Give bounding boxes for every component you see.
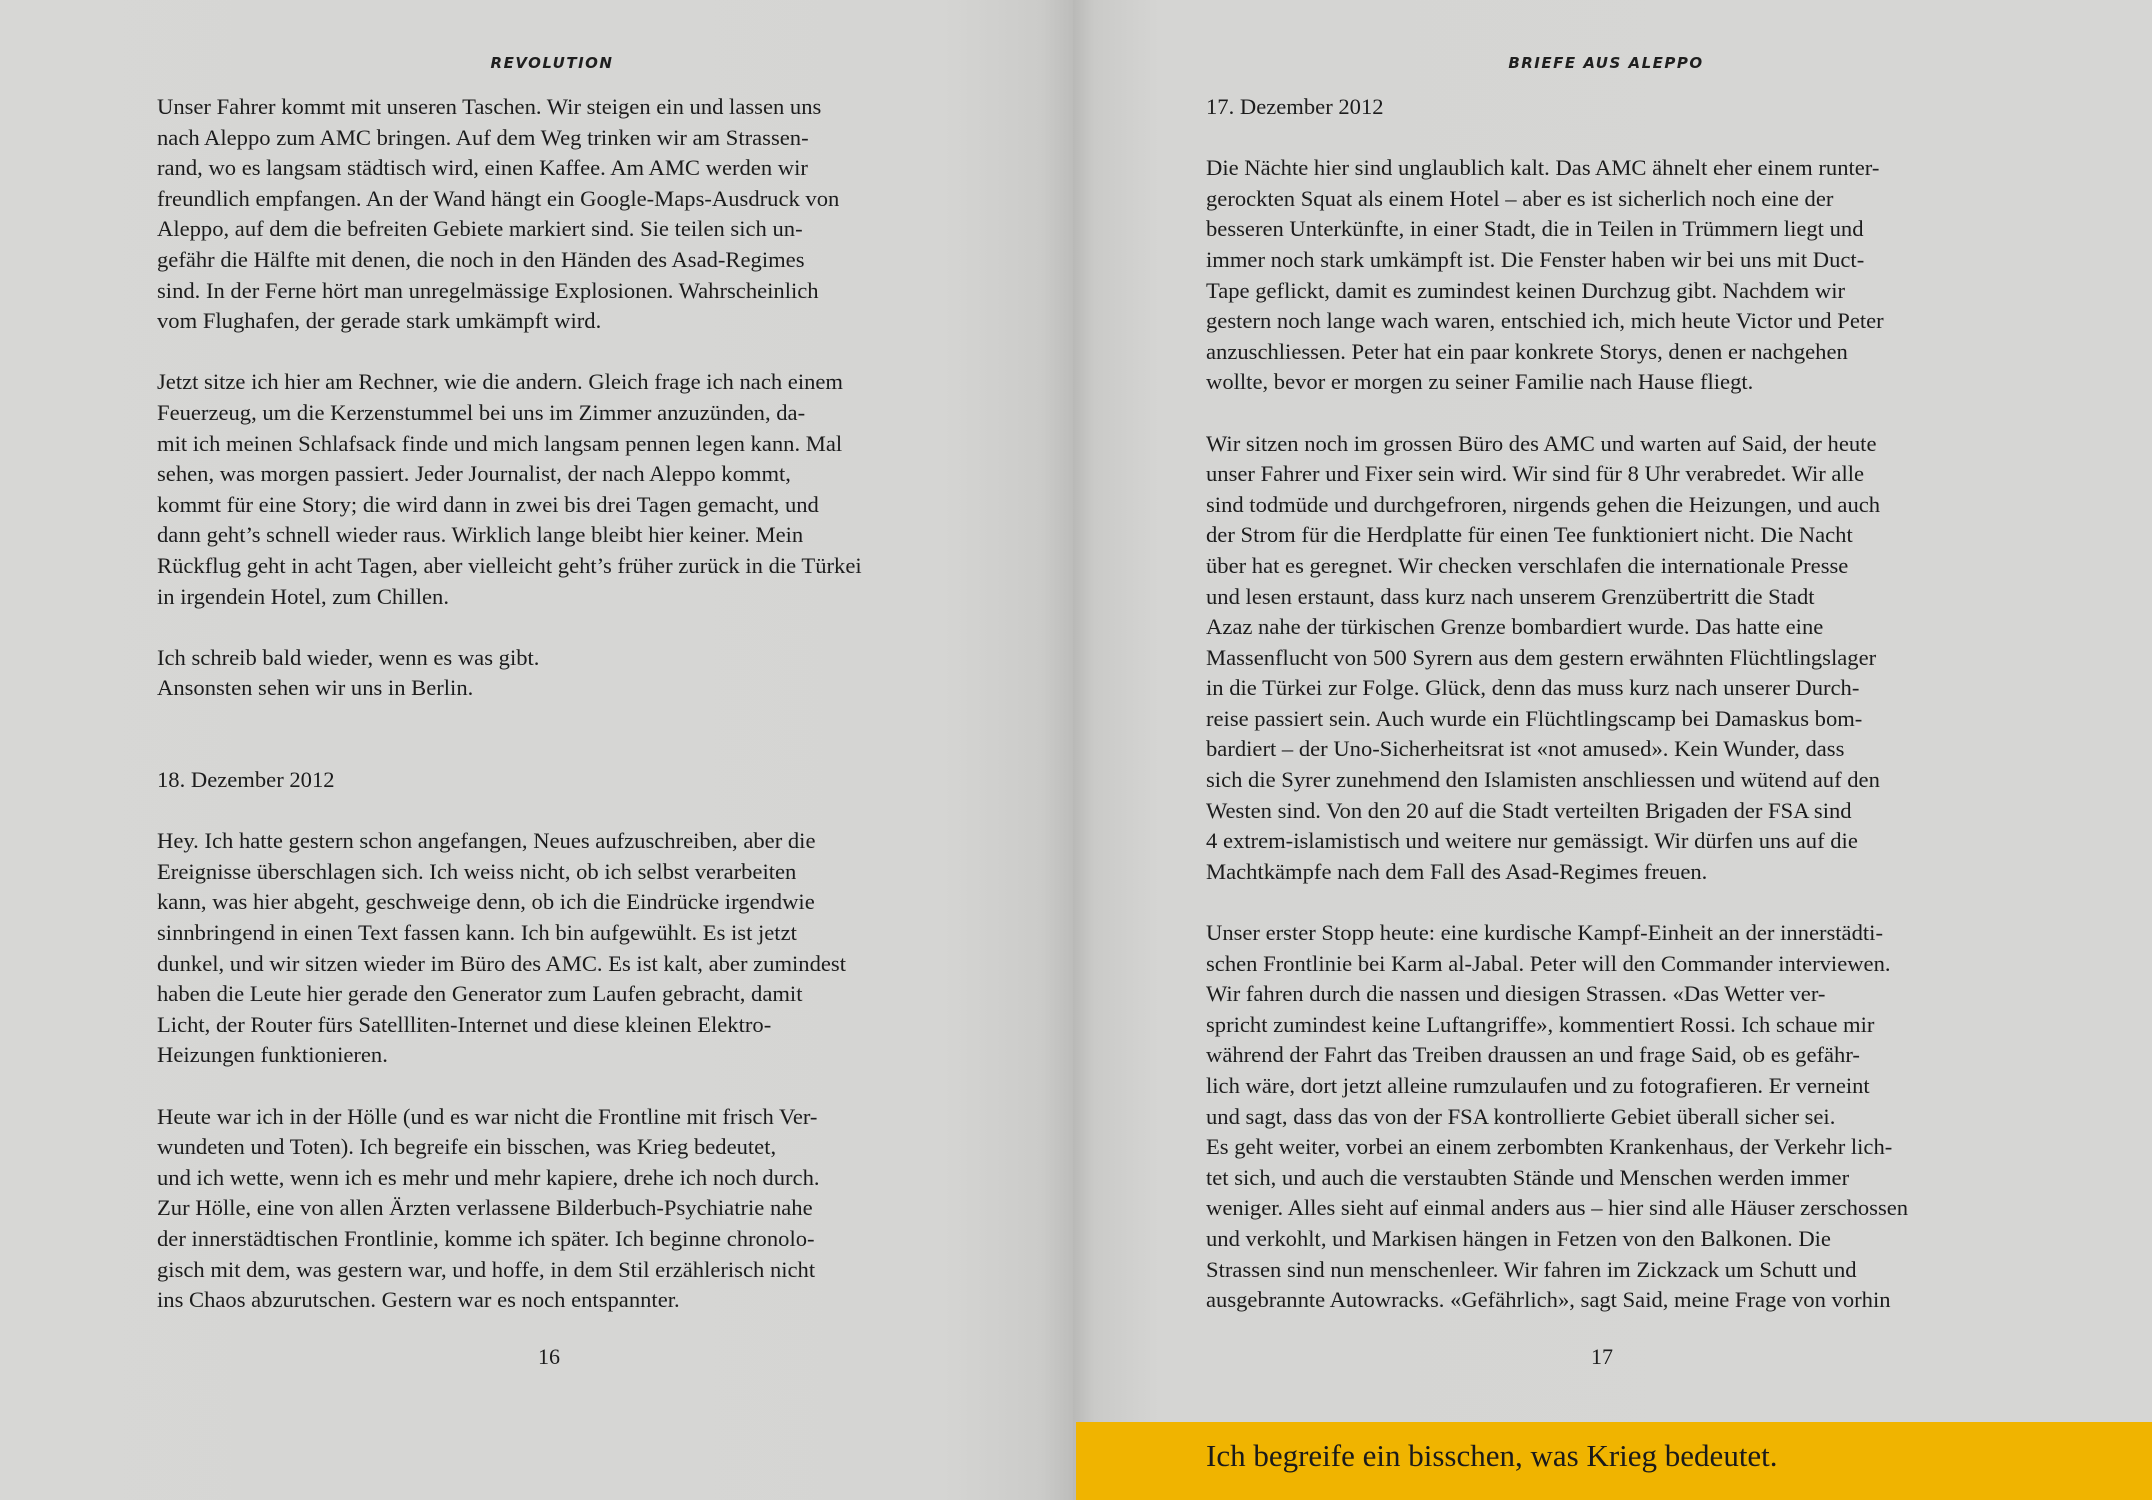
text-line: tet sich, und auch die verstaubten Stände und Menschen werden immer (1206, 1164, 1850, 1190)
text-line: über hat es geregnet. Wir checken verschlafen die internationale Presse (1206, 552, 1849, 578)
text-line: nach Aleppo zum AMC bringen. Auf dem Weg trinken wir am Strassen- (157, 124, 809, 150)
paragraph (157, 92, 957, 337)
pull-quote-text: Ich begreife ein bisschen, was Krieg bedeutet. (1206, 1438, 1778, 1473)
running-head-right: BRIEFE AUS ALEPPO (1508, 54, 1704, 72)
spacer (157, 734, 957, 765)
text-line: Aleppo, auf dem die befreiten Gebiete markiert sind. Sie teilen sich un- (157, 216, 803, 242)
text-line: Ich schreib bald wieder, wenn es was gibt. (157, 644, 540, 670)
text-line: Zur Hölle, eine von allen Ärzten verlassene Bilderbuch-Psychiatrie nahe (157, 1195, 813, 1221)
text-line: weniger. Alles sieht auf einmal anders aus – hier sind alle Häuser zerschossen (1206, 1195, 1909, 1221)
text-line: der innerstädtischen Frontlinie, komme ich später. Ich beginne chronolo- (157, 1225, 815, 1251)
text-line: wundeten und Toten). Ich begreife ein bisschen, was Krieg bedeutet, (157, 1134, 777, 1160)
text-line: und verkohlt, und Markisen hängen in Fetzen von den Balkonen. Die (1206, 1225, 1831, 1251)
text-line: sinnbringend in einen Text fassen kann. Ich bin aufgewühlt. Es ist jetzt (157, 920, 797, 946)
paragraph (157, 1102, 957, 1316)
text-line: Massenflucht von 500 Syrern aus dem gestern erwähnten Flüchtlingslager (1206, 644, 1877, 670)
text-line: Licht, der Router fürs Satellliten-Internet und diese kleinen Elektro- (157, 1011, 772, 1037)
text-line: Strassen sind nun menschenleer. Wir fahren im Zickzack um Schutt und (1206, 1256, 1857, 1282)
text-line: Tape geflickt, damit es zumindest keinen Durchzug gibt. Nachdem wir (1206, 277, 1846, 303)
text-line: Heute war ich in der Hölle (und es war nicht die Frontline mit frisch Ver- (157, 1103, 818, 1129)
text-line: in irgendein Hotel, zum Chillen. (157, 583, 449, 609)
text-line: spricht zumindest keine Luftangriffe», kommentiert Rossi. Ich schaue mir (1206, 1011, 1875, 1037)
text-line: Unser Fahrer kommt mit unseren Taschen. Wir steigen ein und lassen uns (157, 94, 822, 119)
text-line: lich wäre, dort jetzt alleine rumzulaufen und zu fotografieren. Er verneint (1206, 1073, 1870, 1098)
text-line: gisch mit dem, was gestern war, und hoffe, in dem Stil erzählerisch nicht (157, 1256, 816, 1282)
text-line: vom Flughafen, der gerade stark umkämpft wird. (157, 308, 602, 334)
text-line: kommt für eine Story; die wird dann in zwei bis drei Tagen gemacht, und (157, 491, 819, 517)
text-line: Rückflug geht in acht Tagen, aber vielleicht geht’s früher zurück in die Türkei (157, 552, 862, 578)
text-line: gefähr die Hälfte mit denen, die noch in den Händen des Asad-Regimes (157, 246, 805, 272)
text-line: wollte, bevor er morgen zu seiner Familie nach Hause fliegt. (1206, 369, 1754, 395)
text-line: während der Fahrt das Treiben draussen an und frage Said, ob es gefähr- (1206, 1042, 1860, 1068)
text-line: Feuerzeug, um die Kerzenstummel bei uns im Zimmer anzuzünden, da- (157, 399, 806, 425)
text-line: mit ich meinen Schlafsack finde und mich langsam pennen legen kann. Mal (157, 430, 843, 456)
running-head-left: REVOLUTION (490, 54, 614, 72)
text-line: dunkel, und wir sitzen wieder im Büro des AMC. Es ist kalt, aber zumindest (157, 950, 846, 976)
text-line: und sagt, dass das von der FSA kontrollierte Gebiet überall sicher sei. (1206, 1103, 1836, 1129)
text-line: 4 extrem-islamistisch und weitere nur gemässigt. Wir dürfen uns auf die (1206, 828, 1858, 854)
left-text-block (157, 92, 957, 1346)
text-line: Heizungen funktionieren. (157, 1042, 388, 1068)
paragraph (1206, 918, 2006, 1316)
text-line: Unser erster Stopp heute: eine kurdische Kampf-Einheit an der innerstädti- (1206, 920, 1883, 946)
text-line: sind todmüde und durchgefroren, nirgends gehen die Heizungen, und auch (1206, 491, 1881, 517)
text-line: immer noch stark umkämpft ist. Die Fenster haben wir bei uns mit Duct- (1206, 246, 1865, 272)
right-text-block (1206, 92, 2006, 1346)
pull-quote-bar (1076, 1422, 2152, 1500)
entry-date: 17. Dezember 2012 (1206, 94, 1384, 119)
text-line: gestern noch lange wach waren, entschied ich, mich heute Victor und Peter (1206, 308, 1884, 334)
text-line: sehen, was morgen passiert. Jeder Journalist, der nach Aleppo kommt, (157, 461, 791, 487)
text-line: Hey. Ich hatte gestern schon angefangen, Neues aufzuschreiben, aber die (157, 828, 816, 854)
text-line: der Strom für die Herdplatte für einen Tee funktioniert nicht. Die Nacht (1206, 522, 1853, 548)
paragraph (157, 643, 957, 704)
text-line: haben die Leute hier gerade den Generator zum Laufen gebracht, damit (157, 981, 803, 1007)
left-page (0, 0, 1073, 1500)
text-line: bardiert – der Uno-Sicherheitsrat ist «not amused». Kein Wunder, dass (1206, 736, 1845, 762)
text-line: Machtkämpfe nach dem Fall des Asad-Regimes freuen. (1206, 858, 1708, 884)
text-line: besseren Unterkünfte, in einer Stadt, die in Teilen in Trümmern liegt und (1206, 216, 1864, 242)
page-number: 17 (1591, 1344, 1613, 1369)
text-line: Jetzt sitze ich hier am Rechner, wie die andern. Gleich frage ich nach einem (157, 369, 844, 395)
text-line: sind. In der Ferne hört man unregelmässige Explosionen. Wahrscheinlich (157, 277, 819, 303)
text-line: Westen sind. Von den 20 auf die Stadt verteilten Brigaden der FSA sind (1206, 797, 1852, 823)
text-line: reise passiert sein. Auch wurde ein Flüchtlingscamp bei Damaskus bom- (1206, 705, 1863, 731)
text-line: und lesen erstaunt, dass kurz nach unserem Grenzübertritt die Stadt (1206, 583, 1815, 609)
text-line: Azaz nahe der türkischen Grenze bombardiert wurde. Das hatte eine (1206, 614, 1824, 640)
paragraph (1206, 429, 2006, 888)
text-line: anzuschliessen. Peter hat ein paar konkrete Storys, denen er nachgehen (1206, 338, 1848, 364)
text-line: in die Türkei zur Folge. Glück, denn das muss kurz nach unserer Durch- (1206, 675, 1860, 701)
text-line: dann geht’s schnell wieder raus. Wirklich lange bleibt hier keiner. Mein (157, 522, 804, 548)
paragraph (157, 367, 957, 612)
text-line: kann, was hier abgeht, geschweige denn, ob ich die Eindrücke irgendwie (157, 889, 815, 915)
paragraph (157, 826, 957, 1071)
text-line: Ereignisse überschlagen sich. Ich weiss nicht, ob ich selbst verarbeiten (157, 858, 797, 884)
text-line: Wir fahren durch die nassen und diesigen Strassen. «Das Wetter ver- (1206, 981, 1826, 1007)
text-line: rand, wo es langsam städtisch wird, einen Kaffee. Am AMC werden wir (157, 155, 808, 181)
right-page (1073, 0, 2152, 1500)
text-line: schen Frontlinie bei Karm al-Jabal. Peter will den Commander interviewen. (1206, 950, 1891, 976)
text-line: unser Fahrer und Fixer sein wird. Wir sind für 8 Uhr verabredet. Wir alle (1206, 461, 1865, 487)
text-line: ausgebrannte Autowracks. «Gefährlich», sagt Said, meine Frage von vorhin (1206, 1287, 1891, 1313)
entry-date: 18. Dezember 2012 (157, 767, 335, 793)
text-line: Es geht weiter, vorbei an einem zerbombten Krankenhaus, der Verkehr lich- (1206, 1134, 1893, 1160)
text-line: Die Nächte hier sind unglaublich kalt. Das AMC ähnelt eher einem runter- (1206, 155, 1880, 181)
text-line: sich die Syrer zunehmend den Islamisten anschliessen und wütend auf den (1206, 767, 1880, 793)
text-line: Ansonsten sehen wir uns in Berlin. (157, 675, 474, 701)
text-line: Wir sitzen noch im grossen Büro des AMC und warten auf Said, der heute (1206, 430, 1877, 456)
text-line: gerockten Squat als einem Hotel – aber es ist sicherlich noch eine der (1206, 185, 1834, 211)
paragraph (1206, 153, 2006, 398)
text-line: ins Chaos abzurutschen. Gestern war es noch entspannter. (157, 1287, 680, 1313)
text-line: und ich wette, wenn ich es mehr und mehr kapiere, drehe ich noch durch. (157, 1164, 820, 1190)
page-number: 16 (538, 1344, 560, 1369)
text-line: freundlich empfangen. An der Wand hängt ein Google-Maps-Ausdruck von (157, 185, 840, 211)
